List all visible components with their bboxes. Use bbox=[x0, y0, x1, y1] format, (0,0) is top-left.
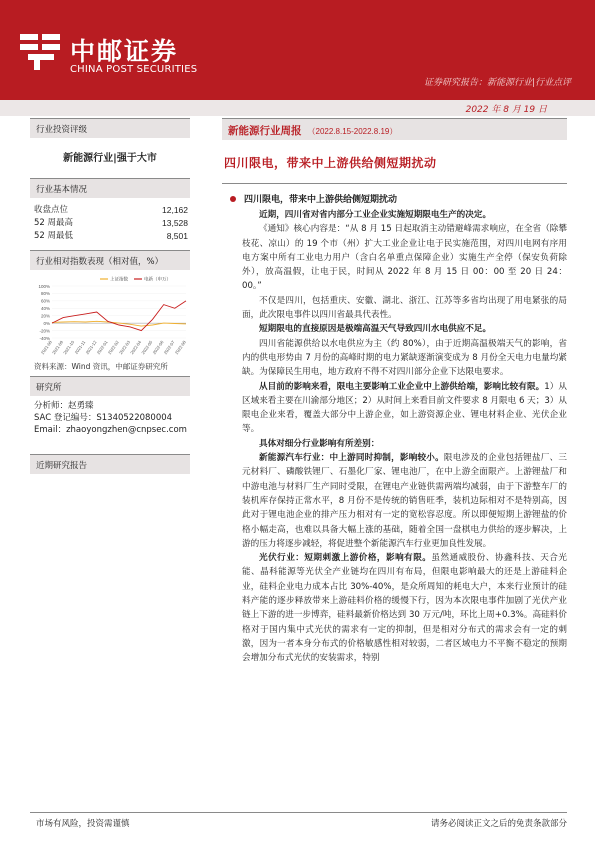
x-tick-label: 2021-08 bbox=[39, 339, 53, 356]
brand-name: 中邮证券 bbox=[70, 37, 179, 66]
disclaimer-note: 请务必阅读正文之后的免责条款部分 bbox=[430, 819, 567, 829]
china-post-logo-icon bbox=[18, 30, 62, 72]
chart-svg bbox=[30, 274, 190, 360]
legend-label: 电新（申万） bbox=[144, 277, 171, 283]
bold-text: 光伏行业：短期刺激上游价格，影响有限。 bbox=[259, 553, 432, 564]
report-date-range: （2022.8.15-2022.8.19） bbox=[307, 127, 398, 136]
analyst-email[interactable]: Email：zhaoyongzhen@cnpsec.com bbox=[34, 425, 187, 435]
bold-text: 具体对细分行业影响有所差别： bbox=[259, 438, 380, 449]
bullet-icon bbox=[230, 196, 236, 202]
analyst-name: 分析师：赵勇臻 bbox=[34, 401, 94, 411]
section-title: 四川限电，带来中上游供给侧短期扰动 bbox=[244, 195, 398, 205]
page-header bbox=[0, 0, 595, 100]
x-tick-label: 2022-04 bbox=[129, 339, 143, 356]
x-tick-label: 2021-12 bbox=[84, 339, 98, 356]
researcher-info bbox=[30, 396, 190, 454]
paragraph bbox=[242, 551, 567, 665]
stat-label: 收盘点位 bbox=[34, 205, 69, 215]
rating-title: 行业投资评级 bbox=[30, 118, 190, 138]
y-tick-label: 0% bbox=[43, 320, 50, 326]
paragraph bbox=[242, 208, 567, 222]
x-tick-label: 2022-05 bbox=[140, 339, 154, 356]
perf-title: 行业相对指数表现（相对值，%） bbox=[30, 250, 190, 270]
paragraph: 《通知》核心内容是：“从 8 月 15 日起取消主动错避峰需求响应，在全省（除攀枝花、凉山）的 19 个市（州）扩大工业企业让电于民实施范围，对四川电网有序用电方案中所有工业电力用户（含白名单重点保障企业）实施生产全停（保安负荷除外），放高温假，让电于民，时间从 2022 年 8 月 15 日 00：00 至 20 日 24：00。” bbox=[242, 224, 567, 292]
report-tag bbox=[222, 118, 567, 140]
y-tick-label: 80% bbox=[40, 291, 50, 297]
legend-label: 上证指数 bbox=[110, 277, 128, 283]
y-tick-label: 100% bbox=[38, 283, 50, 289]
stat-row bbox=[30, 217, 190, 230]
paragraph bbox=[242, 322, 567, 336]
date-bar bbox=[0, 100, 595, 116]
stat-value: 13,528 bbox=[162, 218, 188, 228]
relative-performance-chart bbox=[30, 274, 190, 360]
stat-row bbox=[30, 230, 190, 243]
x-tick-label: 2022-01 bbox=[95, 339, 109, 356]
plain-text: 1）从区域来看主要在川渝部分地区；2）从时间上来看目前文件要求 8 月限电 6 天；3）从限电企业来看，覆盖大部分中上游企业，如上游资源企业、锂电材料企业、光伏企业等。 bbox=[242, 381, 567, 435]
bold-text: 短期限电的直接原因是极端高温天气导致四川水电供应不足。 bbox=[259, 324, 492, 335]
paragraph bbox=[242, 380, 567, 437]
paragraph: 四川省能源供给以水电供应为主（约 80%），由于近期高温极端天气的影响，省内的供电形势由 7 月份的高峰时期的电力紧缺逐渐演变成为 8 月份全天电力电量均紧缺。为保障民生用电，地方政府不得不对四川部分企业下达限电要求。 bbox=[242, 338, 567, 378]
brand-name-en: CHINA POST SECURITIES bbox=[70, 64, 198, 75]
x-tick-label: 2022-07 bbox=[162, 339, 176, 356]
report-date: 2022 年 8 月 19 日 bbox=[465, 105, 547, 115]
x-tick-label: 2022-02 bbox=[106, 339, 120, 356]
y-tick-label: 40% bbox=[40, 306, 50, 312]
bold-text: 新能源汽车行业：中上游同时抑制，影响较小。 bbox=[259, 453, 444, 464]
plain-text: 限电涉及的企业包括锂盐厂、三元材料厂、磷酸铁锂厂、石墨化厂家、锂电池厂，在中上游全面限产。上游锂盐厂和中游电池与材料厂生产同时受限，在锂电产业链供需两端均减弱，由于下游整车厂的装机库存保持正常水平，8 月份不是传统的销售旺季，装机边际相对不是特别高，因此对于锂电池企业的排产压力相对有一定的宽松容忍度。所以即便短期上游锂盐的价格小幅走高，也难以具备大幅上涨的基础，随着全国一盘棋电力供给的逐步解决，上游的压力将逐步减轻，将促进整个新能源汽车行业更加良性发展。 bbox=[242, 453, 567, 549]
sidebar bbox=[30, 118, 190, 474]
stat-value: 12,162 bbox=[162, 205, 188, 215]
y-tick-label: 20% bbox=[40, 313, 50, 319]
headline: 四川限电，带来中上游供给侧短期扰动 bbox=[224, 156, 437, 170]
rating-value: 新能源行业|强于大市 bbox=[63, 153, 157, 164]
risk-note: 市场有风险，投资需谨慎 bbox=[36, 819, 130, 829]
report-name: 新能源行业周报 bbox=[228, 125, 302, 137]
x-tick-label: 2021-09 bbox=[51, 339, 64, 356]
basics-title: 行业基本情况 bbox=[30, 178, 190, 198]
report-category: 证券研究报告：新能源行业|行业点评 bbox=[423, 78, 571, 88]
researcher-title: 研究所 bbox=[30, 376, 190, 396]
y-tick-label: 60% bbox=[40, 298, 50, 304]
stat-label: 52 周最高 bbox=[34, 218, 74, 228]
y-tick-label: -40% bbox=[39, 335, 50, 341]
section-heading bbox=[222, 192, 567, 205]
body-text bbox=[222, 208, 567, 666]
page-footer bbox=[30, 812, 567, 829]
stat-row bbox=[30, 204, 190, 217]
paragraph bbox=[242, 437, 567, 451]
main-content bbox=[222, 118, 567, 666]
plain-text: 虽然通威股份、协鑫科技、天合光能、晶科能源等光伏全产业链均在四川有布局，但限电影响最大的还是上游硅料企业，硅料企业电力成本占比 30%-40%，是众所周知的耗电大户，本来行业预计的硅料产能的逐步释放带来上游硅料价格的缓慢下行，因为本次限电事件加剧了光伏产业链上下游的进一步博弈，硅料最新价格达到 30 万元/吨，环比上周+0.3%。高硅料价格对于国内集中式光伏的需求有一定的抑制，但是相对分布式的需求会有一定的刺激，因为一者本身分布式的价格敏感性相对较弱，二者区域电力不平衡不稳定的预期会增加分布式光伏的安装需求，特别 bbox=[242, 553, 567, 664]
x-tick-label: 2022-08 bbox=[173, 339, 187, 356]
stats-list bbox=[30, 198, 190, 250]
x-tick-label: 2022-06 bbox=[151, 339, 165, 356]
recent-reports-title: 近期研究报告 bbox=[30, 454, 190, 474]
bold-text: 从目前的影响来看，限电主要影响工业企业中上游供给端，影响比较有限。 bbox=[259, 381, 545, 392]
headline-divider bbox=[222, 183, 567, 184]
y-tick-label: -20% bbox=[39, 328, 50, 334]
paragraph bbox=[242, 451, 567, 551]
bold-text: 近期，四川省对省内部分工业企业实施短期限电生产的决定。 bbox=[259, 210, 492, 220]
stat-label: 52 周最低 bbox=[34, 231, 74, 241]
chart-source: 资料来源：Wind 资讯，中邮证券研究所 bbox=[34, 362, 168, 371]
stat-value: 8,501 bbox=[166, 231, 188, 241]
x-tick-label: 2021-11 bbox=[73, 339, 87, 355]
paragraph: 不仅是四川，包括重庆、安徽、湖北、浙江、江苏等多省均出现了用电紧张的局面，此次限电事件以四川省最具代表性。 bbox=[242, 295, 567, 321]
sac-number: SAC 登记编号：S1340522080004 bbox=[34, 413, 173, 423]
x-tick-label: 2021-10 bbox=[62, 339, 76, 356]
x-tick-label: 2022-03 bbox=[118, 339, 131, 356]
